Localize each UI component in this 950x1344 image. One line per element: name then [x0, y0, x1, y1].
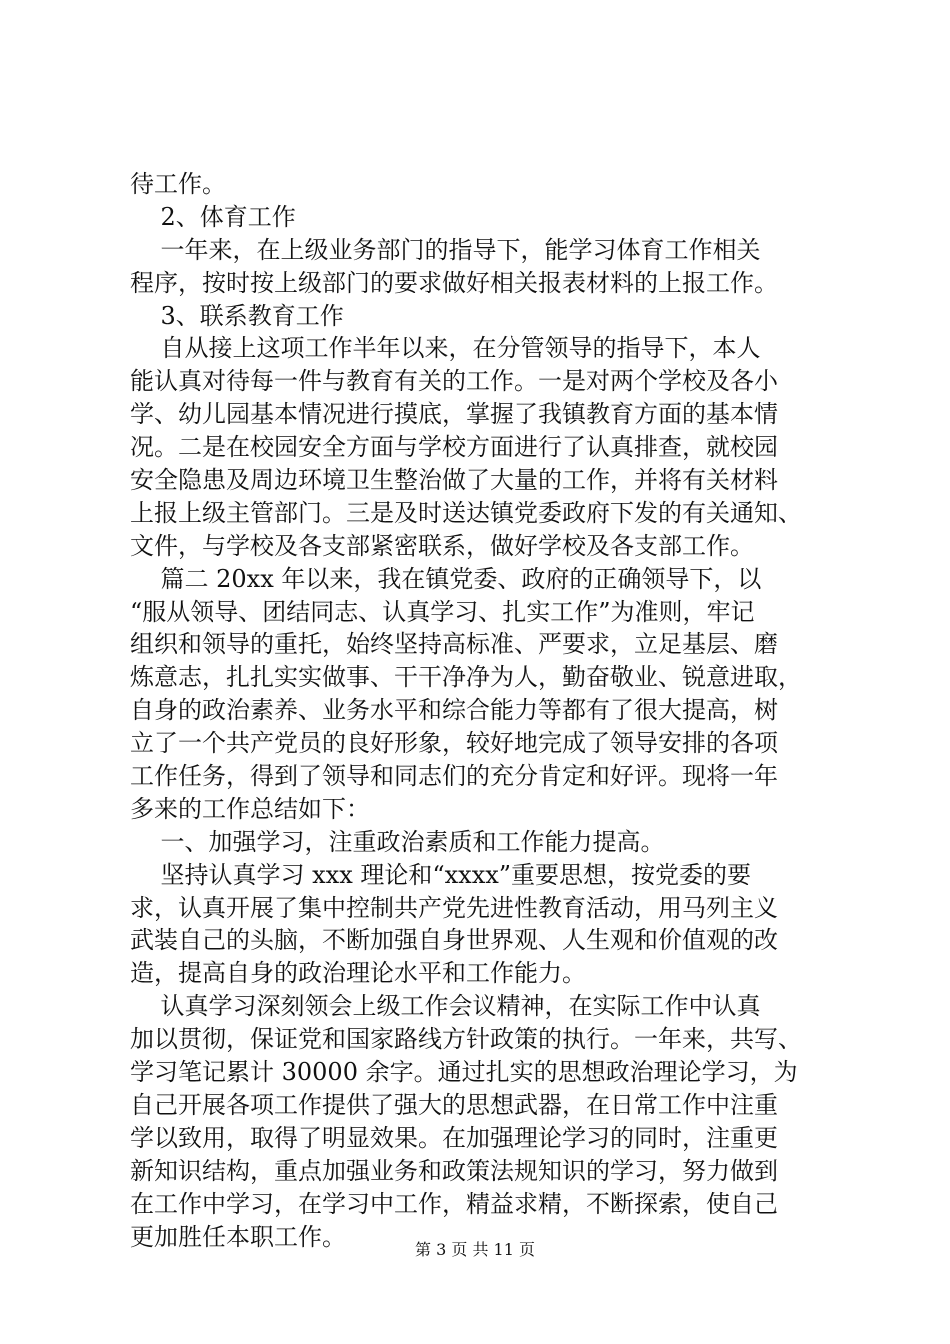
text-line: 能认真对待每一件与教育有关的工作。一是对两个学校及各小: [130, 367, 778, 396]
text-line: 组织和领导的重托，始终坚持高标准、严要求，立足基层、磨: [130, 630, 778, 659]
text-line: 程序，按时按上级部门的要求做好相关报表材料的上报工作。: [130, 268, 778, 297]
page-number-footer: 第 3 页 共 11 页: [415, 1240, 535, 1259]
text-line: 篇二 20xx 年以来，我在镇党委、政府的正确领导下，以: [130, 564, 762, 593]
text-line: 造，提高自身的政治理论水平和工作能力。: [130, 959, 586, 988]
text-line: 坚持认真学习 xxx 理论和“xxxx”重要思想，按党委的要: [130, 860, 752, 889]
text-line: 认真学习深刻领会上级工作会议精神，在实际工作中认真: [130, 992, 761, 1021]
text-line: 新知识结构，重点加强业务和政策法规知识的学习，努力做到: [130, 1156, 778, 1185]
text-line: 自从接上这项工作半年以来，在分管领导的指导下，本人: [130, 334, 761, 363]
text-line: 待工作。: [130, 170, 226, 198]
text-line: 自己开展各项工作提供了强大的思想武器，在日常工作中注重: [130, 1090, 778, 1119]
text-line: 武装自己的头脑，不断加强自身世界观、人生观和价值观的改: [130, 926, 778, 955]
document-body: [130, 168, 830, 1253]
text-line: 自身的政治素养、业务水平和综合能力等都有了很大提高，树: [130, 696, 778, 725]
text-line: 工作任务，得到了领导和同志们的充分肯定和好评。现将一年: [130, 762, 778, 791]
section-heading: 2、体育工作: [130, 202, 296, 231]
text-line: 加以贯彻，保证党和国家路线方针政策的执行。一年来，共写、: [130, 1025, 802, 1054]
text-line: 立了一个共产党员的良好形象，较好地完成了领导安排的各项: [130, 729, 778, 758]
text-line: 安全隐患及周边环境卫生整治做了大量的工作，并将有关材料: [130, 466, 778, 495]
text-line: 多来的工作总结如下：: [130, 794, 370, 823]
text-line: 上报上级主管部门。三是及时送达镇党委政府下发的有关通知、: [130, 498, 802, 527]
text-line: 学习笔记累计 30000 余字。通过扎实的思想政治理论学习，为: [130, 1058, 798, 1087]
text-line: 学以致用，取得了明显效果。在加强理论学习的同时，注重更: [130, 1123, 778, 1152]
text-line: “服从领导、团结同志、认真学习、扎实工作”为准则，牢记: [130, 597, 755, 626]
text-line: 学、幼儿园基本情况进行摸底，掌握了我镇教育方面的基本情: [130, 400, 778, 429]
text-line: 求，认真开展了集中控制共产党先进性教育活动，用马列主义: [130, 893, 778, 922]
text-line: 炼意志，扎扎实实做事、干干净净为人，勤奋敬业、锐意进取，: [130, 663, 802, 692]
text-line: 更加胜任本职工作。: [130, 1222, 346, 1251]
text-line: 在工作中学习，在学习中工作，精益求精，不断探索，使自己: [130, 1189, 778, 1218]
text-line: 文件，与学校及各支部紧密联系，做好学校及各支部工作。: [130, 531, 754, 560]
text-line: 况。二是在校园安全方面与学校方面进行了认真排查，就校园: [130, 433, 778, 462]
section-heading: 一、加强学习，注重政治素质和工作能力提高。: [130, 827, 665, 856]
text-line: 一年来，在上级业务部门的指导下，能学习体育工作相关: [130, 235, 761, 264]
section-heading: 3、联系教育工作: [130, 301, 344, 330]
